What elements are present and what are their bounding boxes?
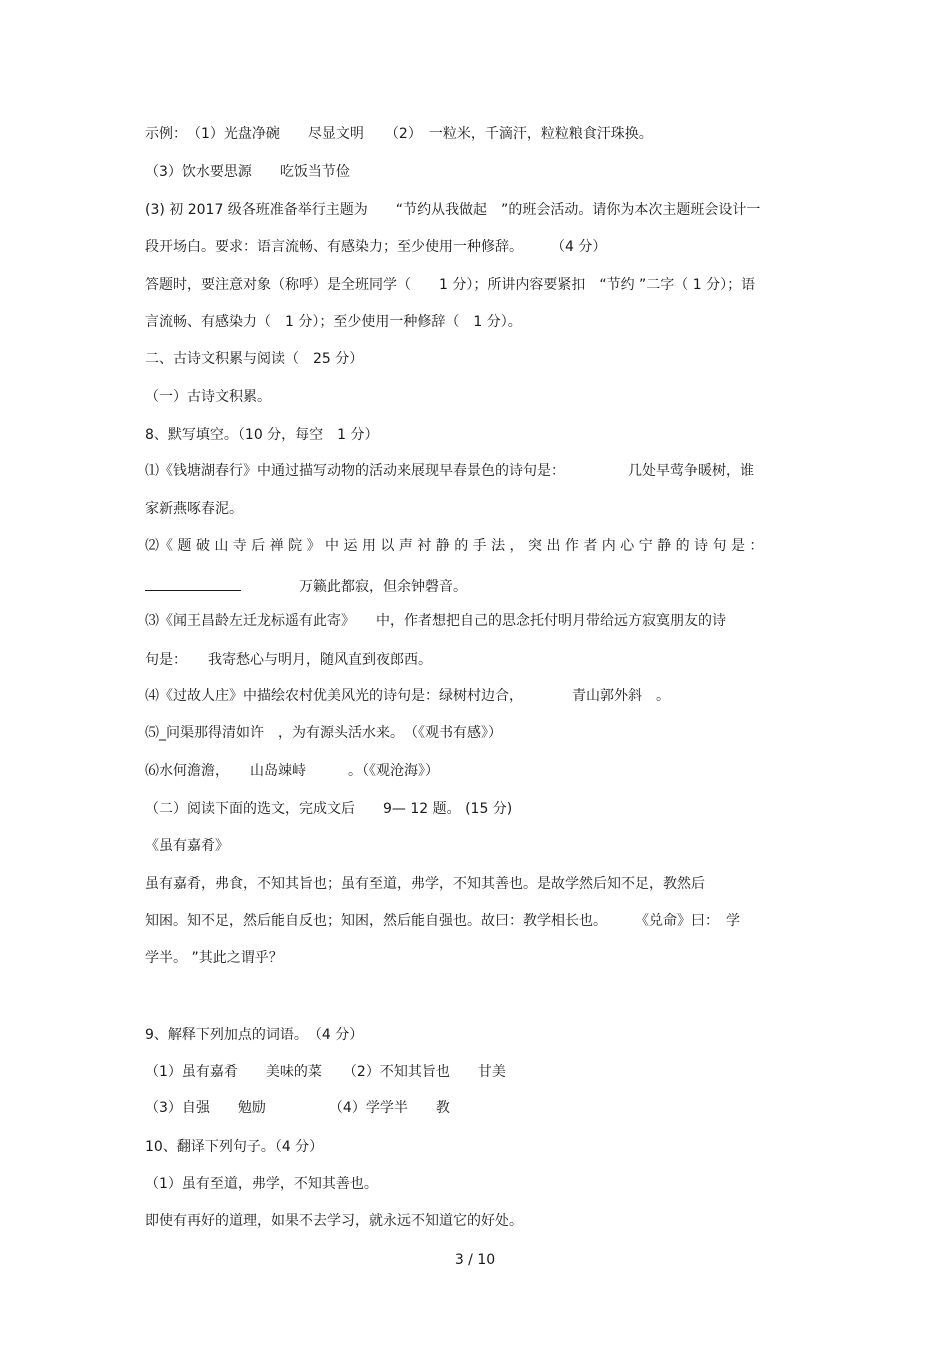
- text-line: ⑷《过故人庄》中描绘农村优美风光的诗句是：绿树村边合， 青山郭外斜 。: [145, 688, 670, 704]
- text-line: 言流畅、有感染力（ 1 分）；至少使用一种修辞（ 1 分）。: [145, 314, 522, 330]
- subsection-heading: （二）阅读下面的选文，完成文后 9— 12 题。 (15 分): [145, 801, 513, 817]
- text-line: （3）饮水要思源 吃饭当节俭: [145, 164, 350, 180]
- passage-line: 知困。知不足，然后能自反也；知困，然后能自强也。故曰：教学相长也。 《兑命》曰： 学: [145, 913, 740, 929]
- text-line-with-blank: [145, 576, 467, 596]
- text-line: ⑵《 题 破 山 寺 后 禅 院 》 中 运 用 以 声 衬 静 的 手 法 ， 突 出 作 者 内 心 宁 静 的 诗 句 是 ：: [145, 538, 764, 554]
- text-line: 家新燕啄春泥。: [145, 501, 243, 517]
- text-line: (3) 初 2017 级各班准备举行主题为 “节约从我做起 ”的班会活动。请你为本次主题班会设计一: [145, 202, 761, 218]
- passage-line: 学半。 ”其此之谓乎？: [145, 950, 283, 966]
- text-line: 示例： （1）光盘净碗 尽显文明 （2） 一粒米，千滴汗，粒粒粮食汗珠换。: [145, 126, 653, 142]
- question-heading: 8、默写填空。（10 分，每空 1 分）: [145, 427, 379, 443]
- text-line: 答题时，要注意对象（称呼）是全班同学（ 1 分）；所讲内容要紧扣 “节约 ”二字（ 1 分）；语: [145, 277, 756, 293]
- passage-line: 虽有嘉肴，弗食，不知其旨也；虽有至道，弗学，不知其善也。是故学然后知不足，教然后: [145, 876, 705, 892]
- section-heading: 二、古诗文积累与阅读（ 25 分）: [145, 351, 364, 367]
- answer-line: （1）虽有嘉肴 美味的菜 （2）不知其旨也 甘美: [145, 1064, 506, 1080]
- answer-line: 即使有再好的道理，如果不去学习，就永远不知道它的好处。: [145, 1213, 523, 1229]
- page-number: 3 / 10: [454, 1252, 496, 1268]
- text-line: 段开场白。要求：语言流畅、有感染力；至少使用一种修辞。 （4 分）: [145, 239, 607, 255]
- subsection-heading: （一）古诗文积累。: [145, 389, 271, 405]
- text-line: ⑹水何澹澹， 山岛竦峙 。（《观沧海》）: [145, 763, 439, 779]
- text-line: ⑴《钱塘湖春行》中通过描写动物的活动来展现早春景色的诗句是： 几处早莺争暖树，谁: [145, 463, 754, 479]
- answer-line: （3）自强 勉励 （4）学学半 教: [145, 1100, 450, 1116]
- text-line: （1）虽有至道，弗学，不知其善也。: [145, 1176, 378, 1192]
- text-line: 万籁此都寂，但余钟磬音。: [243, 579, 467, 595]
- question-heading: 9、解释下列加点的词语。 （4 分）: [145, 1027, 364, 1043]
- answer-blank: [145, 576, 241, 591]
- text-line: ⑸_问渠那得清如许 ，为有源头活水来。 （《观书有感》）: [145, 725, 502, 741]
- question-heading: 10、翻译下列句子。（4 分）: [145, 1139, 324, 1155]
- passage-title: 《虽有嘉肴》: [145, 838, 229, 854]
- text-line: ⑶《闻王昌龄左迁龙标遥有此寄》 中，作者想把自己的思念托付明月带给远方寂寞朋友的诗: [145, 613, 726, 629]
- text-line: 句是： 我寄愁心与明月，随风直到夜郎西。: [145, 652, 432, 668]
